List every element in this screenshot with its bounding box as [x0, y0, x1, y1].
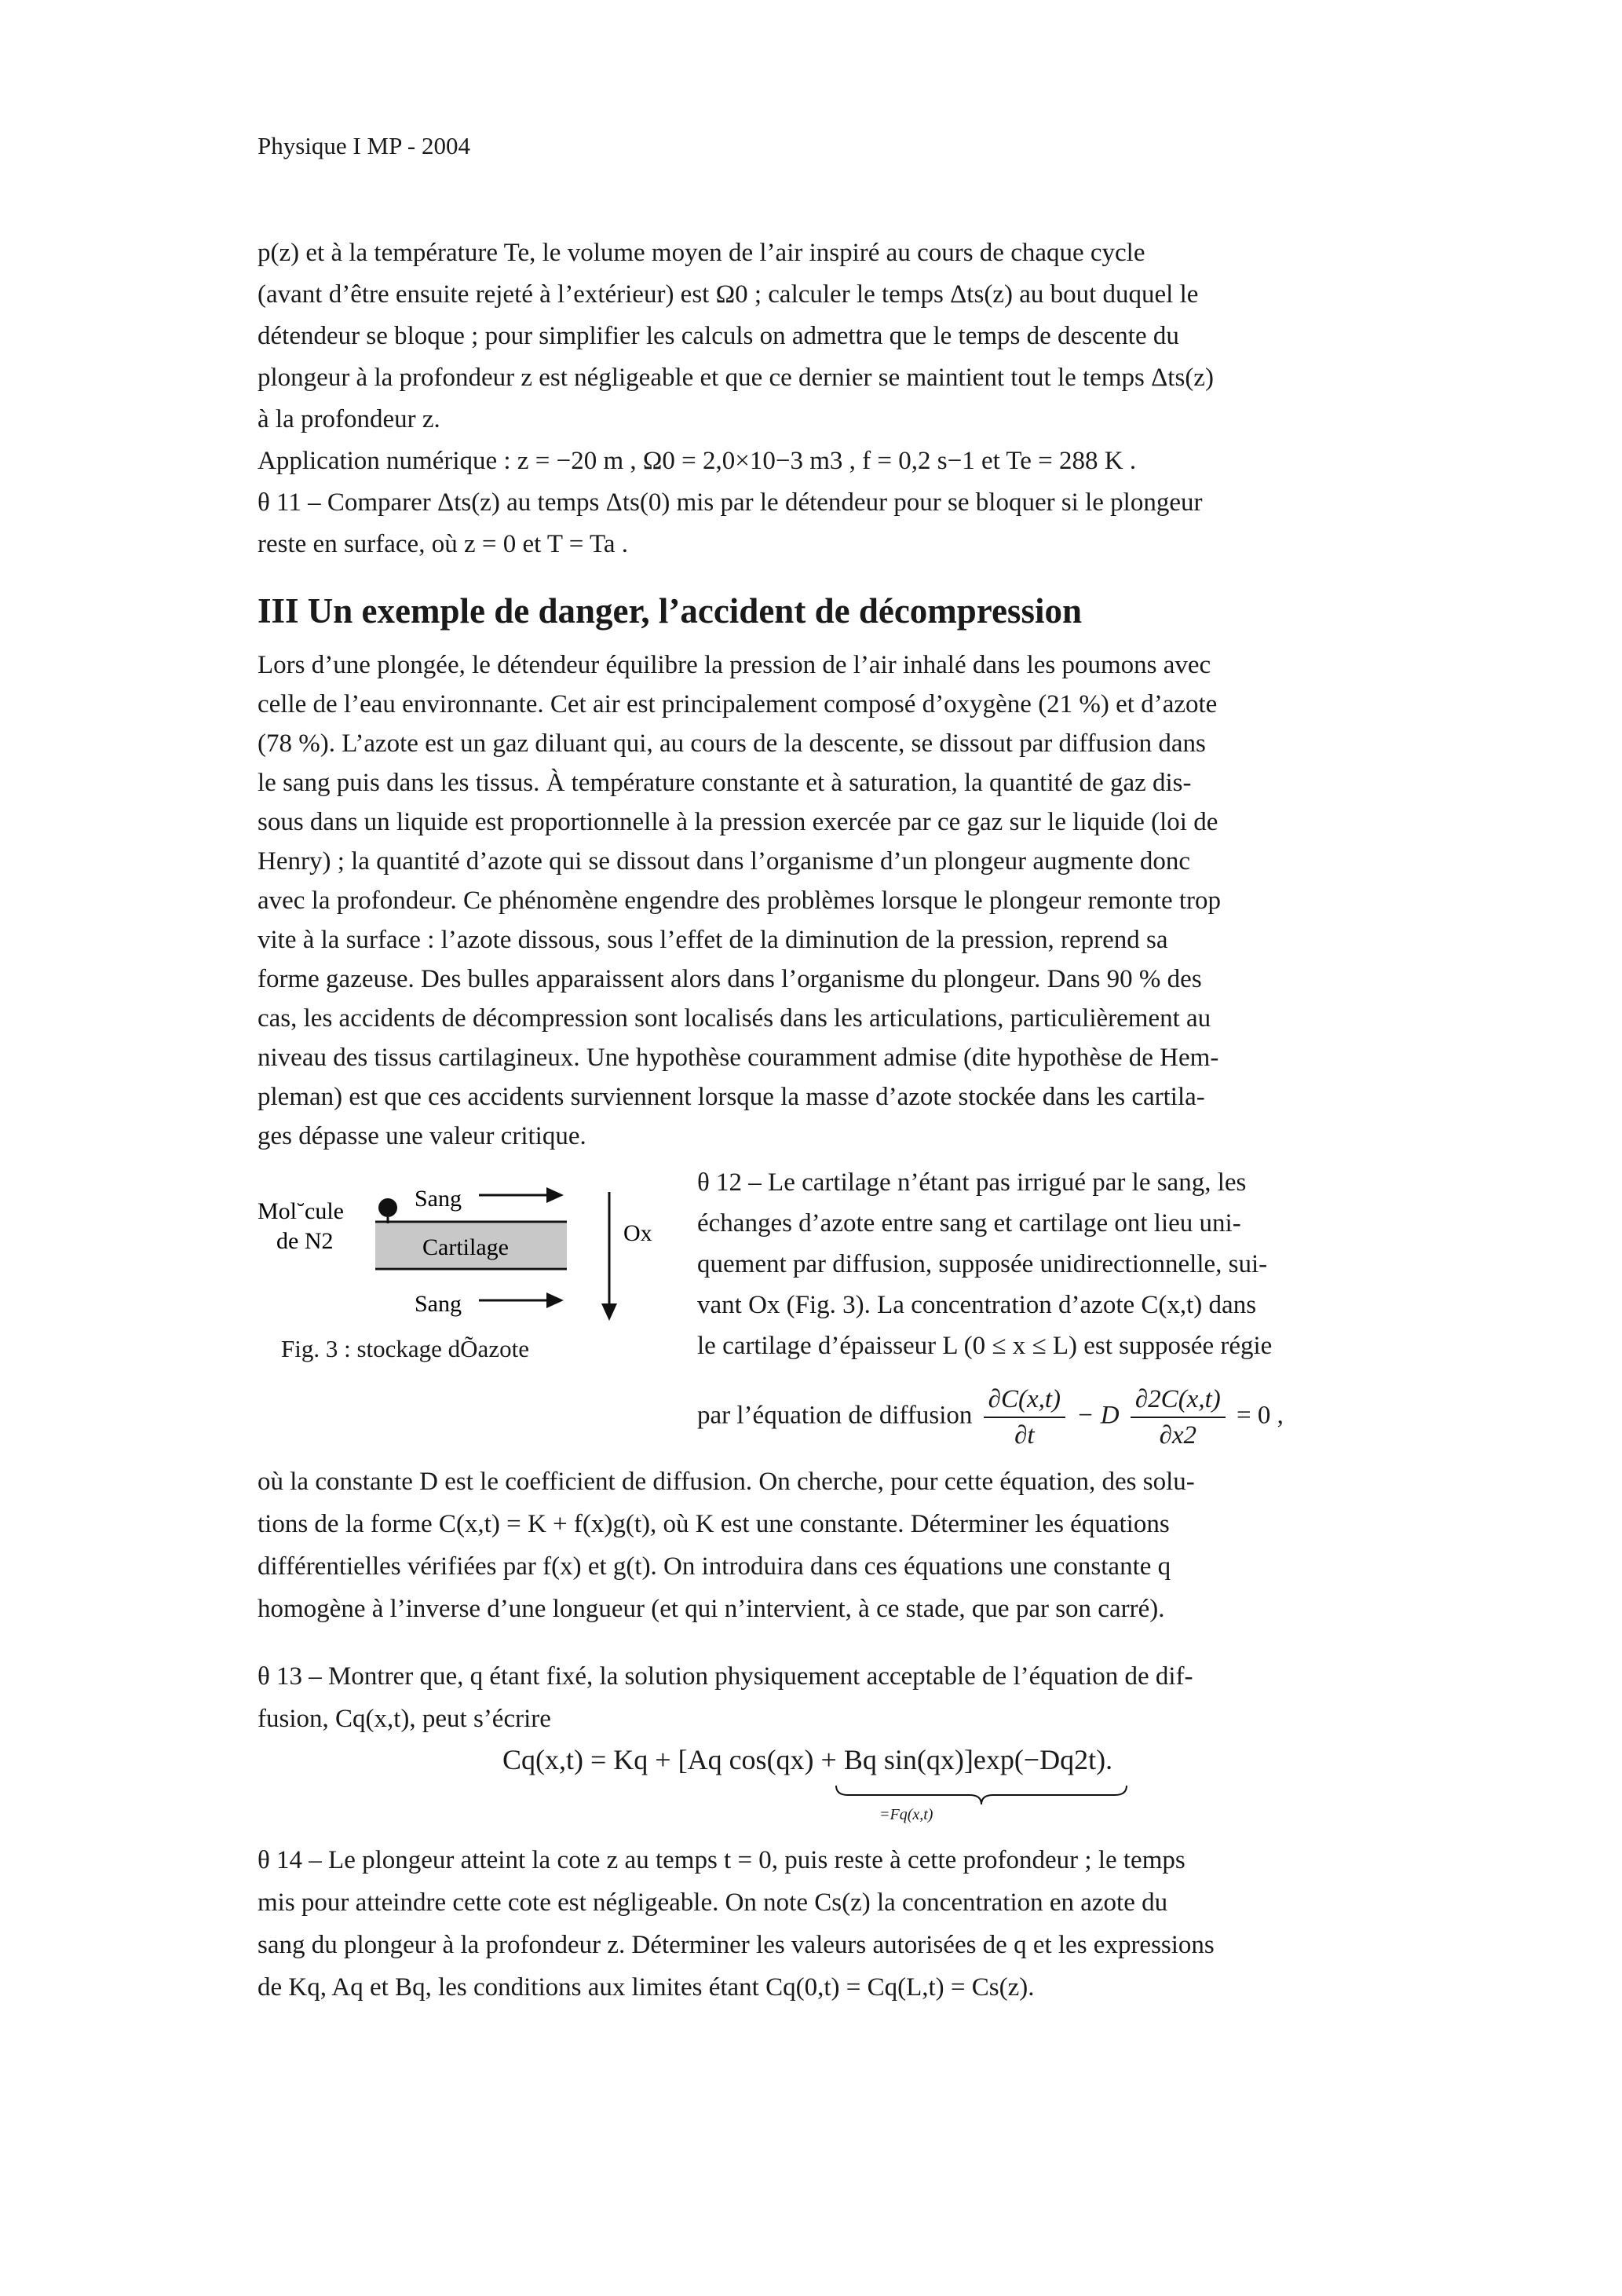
- para-top: [258, 232, 1385, 565]
- figure-caption: Fig. 3 : stockage dÕazote: [281, 1335, 529, 1362]
- text-line: ges dépasse une valeur critique.: [258, 1122, 586, 1150]
- operator: − D: [1076, 1401, 1120, 1430]
- text-line: vite à la surface : l’azote dissous, sous l’effet de la diminution de la pression, reprend sa: [258, 926, 1168, 954]
- molecule-label-1: Mol˘cule: [258, 1198, 344, 1224]
- text-line: quement par diffusion, supposée unidirectionnelle, sui-: [697, 1250, 1268, 1278]
- para-line: plongeur à la profondeur z est négligeable et que ce dernier se maintient tout le temps Δts(z): [258, 364, 1214, 392]
- text-line: vant Ox (Fig. 3). La concentration d’azote C(x,t) dans: [697, 1291, 1257, 1319]
- text-line: niveau des tissus cartilagineux. Une hypothèse couramment admise (dite hypothèse de Hem-: [258, 1044, 1219, 1072]
- text-line: Lors d’une plongée, le détendeur équilibre la pression de l’air inhalé dans les poumons avec: [258, 651, 1211, 679]
- para-line: p(z) et à la température Te, le volume moyen de l’air inspiré au cours de chaque cycle: [258, 239, 1145, 267]
- text-line: tions de la forme C(x,t) = K + f(x)g(t), où K est une constante. Déterminer les équations: [258, 1510, 1170, 1538]
- text-line: mis pour atteindre cette cote est négligeable. On note Cs(z) la concentration en azote du: [258, 1888, 1168, 1917]
- q13-paragraph: [258, 1655, 1385, 1740]
- sang-top-arrow-head: [546, 1187, 564, 1203]
- text-line: où la constante D est le coefficient de diffusion. On cherche, pour cette équation, des solu-: [258, 1468, 1195, 1496]
- text-line: échanges d’azote entre sang et cartilage ont lieu uni-: [697, 1209, 1241, 1238]
- q12-right-column: [697, 1162, 1385, 1453]
- para-line: Application numérique : z = −20 m , Ω0 = 2,0×10−3 m3 , f = 0,2 s−1 et Te = 288 K .: [258, 447, 1137, 475]
- text-line: cas, les accidents de décompression sont localisés dans les articulations, particulièrement au: [258, 1004, 1211, 1033]
- diffusion-equation-line: [697, 1382, 1385, 1453]
- text-line: Henry) ; la quantité d’azote qui se dissout dans l’organisme d’un plongeur augmente donc: [258, 847, 1190, 876]
- text-line: avec la profondeur. Ce phénomène engendre des problèmes lorsque le plongeur remonte trop: [258, 887, 1221, 915]
- text-line: homogène à l’inverse d’une longueur (et qui n’intervient, à ce stade, que par son carré).: [258, 1595, 1165, 1623]
- q12-continuation: [258, 1461, 1385, 1630]
- text-line: forme gazeuse. Des bulles apparaissent alors dans l’organisme du plongeur. Dans 90 % des: [258, 965, 1202, 993]
- sang-bottom-arrow-head: [546, 1292, 564, 1308]
- cartilage-label: Cartilage: [422, 1234, 509, 1260]
- q14-paragraph: [258, 1839, 1385, 2009]
- numerator: ∂C(x,t): [984, 1382, 1065, 1418]
- para-line: θ 11 – Comparer Δts(z) au temps Δts(0) mis par le détendeur pour se bloquer si le plongeur: [258, 488, 1203, 517]
- ox-axis-head: [601, 1303, 617, 1321]
- text-line: différentielles vérifiées par f(x) et g(t). On introduira dans ces équations une constante q: [258, 1552, 1171, 1581]
- text-line: le sang puis dans les tissus. À température constante et à saturation, la quantité de gaz dis-: [258, 769, 1192, 797]
- para-line: reste en surface, où z = 0 et T = Ta .: [258, 530, 629, 558]
- page-header: Physique I MP - 2004: [258, 132, 470, 159]
- text-line: celle de l’eau environnante. Cet air est principalement composé d’oxygène (21 %) et d’azote: [258, 690, 1218, 718]
- para-line: (avant d’être ensuite rejeté à l’extérieur) est Ω0 ; calculer le temps Δts(z) au bout duquel le: [258, 280, 1199, 309]
- text-line: sang du plongeur à la profondeur z. Déterminer les valeurs autorisées de q et les expressions: [258, 1931, 1215, 1959]
- text-line: de Kq, Aq et Bq, les conditions aux limites étant Cq(0,t) = Cq(L,t) = Cs(z).: [258, 1973, 1035, 2002]
- numerator: ∂2C(x,t): [1131, 1382, 1226, 1418]
- section-title: III Un exemple de danger, l’accident de décompression: [258, 591, 1082, 631]
- text-line: θ 14 – Le plongeur atteint la cote z au temps t = 0, puis reste à cette profondeur ; le temps: [258, 1846, 1185, 1874]
- molecule-label-2: de N2: [276, 1228, 334, 1254]
- q13-equation: Cq(x,t) = Kq + [Aq cos(qx) + Bq sin(qx)]exp(−Dq2t).: [502, 1744, 1113, 1775]
- denominator: ∂x2: [1159, 1421, 1197, 1450]
- text-line: sous dans un liquide est proportionnelle à la pression exercée par ce gaz sur le liquide (loi de: [258, 808, 1218, 836]
- sang-top-label: Sang: [415, 1186, 462, 1212]
- equation-rhs: = 0 ,: [1237, 1401, 1284, 1430]
- para-line: détendeur se bloque ; pour simplifier les calculs on admettra que le temps de descente du: [258, 322, 1179, 350]
- denominator: ∂t: [1014, 1421, 1035, 1450]
- text-line: θ 12 – Le cartilage n’étant pas irrigué par le sang, les: [697, 1168, 1247, 1197]
- text-line: θ 13 – Montrer que, q étant fixé, la solution physiquement acceptable de l’équation de dif-: [258, 1662, 1193, 1691]
- text-line: le cartilage d’épaisseur L (0 ≤ x ≤ L) est supposée régie: [697, 1332, 1273, 1360]
- text-line: (78 %). L’azote est un gaz diluant qui, au cours de la descente, se dissout par diffusion dans: [258, 729, 1206, 758]
- underbrace: [832, 1784, 1131, 1808]
- sang-bottom-label: Sang: [415, 1291, 462, 1317]
- text-line: pleman) est que ces accidents surviennent lorsque la masse d’azote stockée dans les cartila-: [258, 1083, 1205, 1111]
- molecule-dot: [378, 1198, 397, 1217]
- ox-axis-label: Ox: [623, 1220, 652, 1246]
- text-line: par l’équation de diffusion: [697, 1401, 973, 1430]
- underbrace-label: =Fq(x,t): [879, 1806, 933, 1823]
- section-paragraph: [258, 645, 1385, 1156]
- para-line: à la profondeur z.: [258, 405, 440, 433]
- fraction: [984, 1382, 1065, 1453]
- fraction: [1131, 1382, 1226, 1453]
- text-line: fusion, Cq(x,t), peut s’écrire: [258, 1705, 551, 1733]
